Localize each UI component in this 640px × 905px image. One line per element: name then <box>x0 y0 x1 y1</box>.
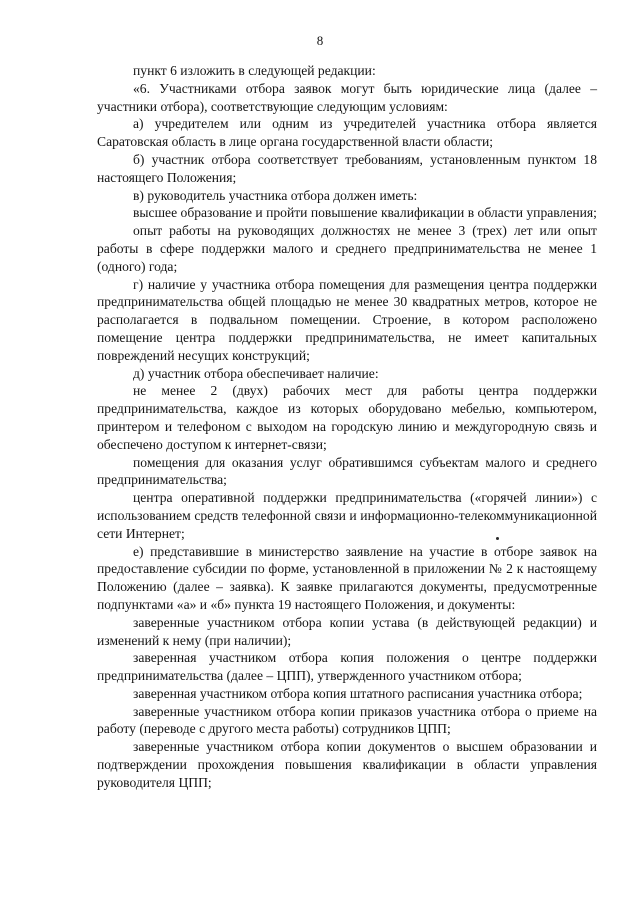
paragraph-condition-v: в) руководитель участника отбора должен иметь: <box>133 187 418 203</box>
page-number: 8 <box>316 33 324 48</box>
paragraph-hiring-orders: заверенные участником отбора копии приказов участника отбора о приеме на работу (переводе с другого места работы) сотрудников ЦПП; <box>97 703 597 737</box>
document-body <box>97 62 597 792</box>
paragraph-hotline: центра оперативной поддержки предпринимательства («горячей линии») с использованием средств телефонной связи и информационно-телекоммуникационной сети Интернет; <box>97 490 597 541</box>
paragraph-intro: пункт 6 изложить в следующей редакции: <box>133 63 376 78</box>
paragraph-cpp-regulation: заверенная участником отбора копия положения о центре поддержки предпринимательства (далее – ЦПП), утвержденного участником отбора; <box>97 650 597 684</box>
paragraph-service-premises: помещения для оказания услуг обратившимся субъектам малого и среднего предпринимательства; <box>97 454 597 488</box>
paragraph-item-6: «6. Участниками отбора заявок могут быть юридические лица (далее – участники отбора), соответствующие следующим условиям: <box>97 80 597 114</box>
paragraph-condition-b: б) участник отбора соответствует требованиям, установленным пунктом 18 настоящего Положения; <box>97 151 597 185</box>
paragraph-condition-d: д) участник отбора обеспечивает наличие: <box>133 365 379 381</box>
paragraph-condition-g: г) наличие у участника отбора помещения для размещения центра поддержки предпринимательства общей площадью не менее 30 квадратных метров, которое не располагается в подвальном помещении. Строение, в котором расположено помещение центра поддержки предпринимательства, не имеет капитальных повреждений несущих конструкций; <box>97 276 597 363</box>
paragraph-staff-schedule: заверенная участником отбора копия штатного расписания участника отбора; <box>133 685 583 701</box>
paragraph-work-experience: опыт работы на руководящих должностях не менее 3 (трех) лет или опыт работы в сфере поддержки малого и среднего предпринимательства не менее 1 (одного) года; <box>97 223 597 274</box>
paragraph-workplaces: не менее 2 (двух) рабочих мест для работы центра поддержки предпринимательства, каждое из которых оборудовано мебелью, компьютером, принтером и телефоном с выходом на городскую линию и междугородную связь и обеспечено доступом к интернет-связи; <box>97 383 597 452</box>
paragraph-education-documents: заверенные участником отбора копии документов о высшем образовании и подтверждении прохождения повышения квалификации в области управления руководителя ЦПП; <box>97 739 597 790</box>
paragraph-condition-a: а) учредителем или одним из учредителей участника отбора является Саратовская область в лице органа государственной власти области; <box>97 116 597 150</box>
scan-speck <box>496 537 499 540</box>
paragraph-charter-copies: заверенные участником отбора копии устава (в действующей редакции) и изменений к нему (при наличии); <box>97 614 597 648</box>
paragraph-higher-education: высшее образование и пройти повышение квалификации в области управления; <box>133 205 597 221</box>
paragraph-condition-e: е) представившие в министерство заявление на участие в отборе заявок на предоставление субсидии по форме, установленной в приложении № 2 к настоящему Положению (далее – заявка). К заявке прилагаются документы, предусмотренные подпунктами «а» и «б» пункта 19 настоящего Положения, и документы: <box>97 543 597 612</box>
